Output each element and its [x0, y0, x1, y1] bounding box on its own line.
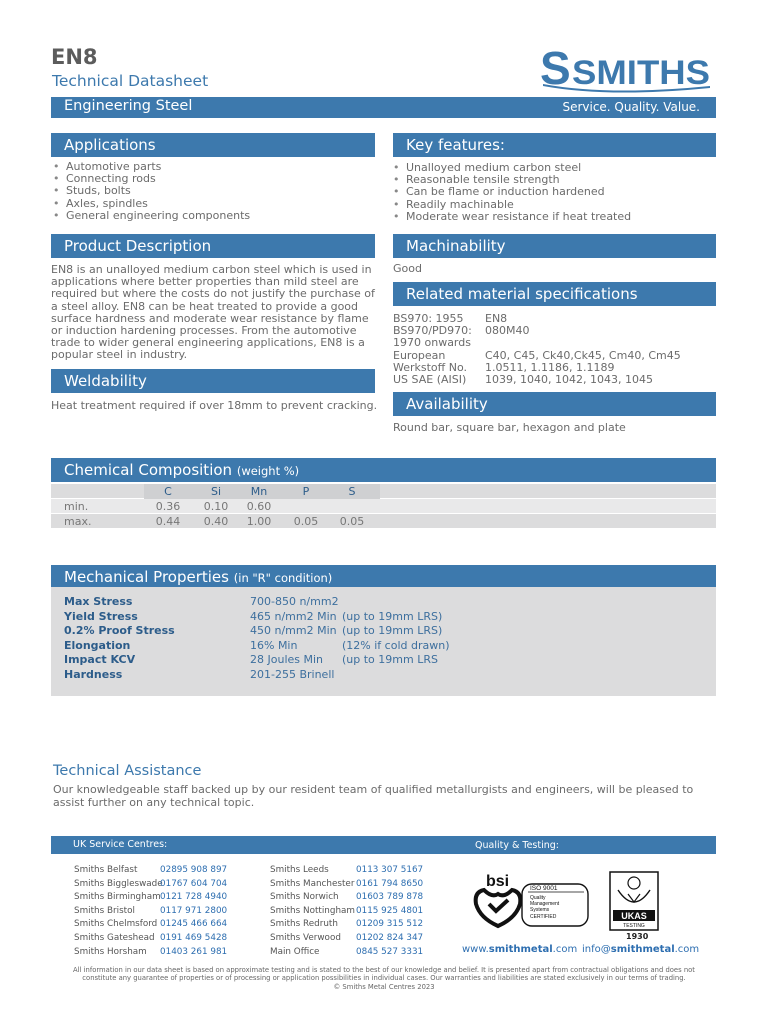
phone-link[interactable]: 01209 315 512	[356, 919, 424, 930]
key-features-header	[393, 133, 716, 157]
text-line: EN8 is an unalloyed medium carbon steel which is used in	[51, 263, 372, 276]
list-item	[270, 905, 424, 919]
key-features-list	[391, 162, 631, 223]
key-features-title: Key features:	[406, 136, 505, 154]
disclaimer-line: All information in our data sheet is based on approximate testing and is stated to the best of our knowledge and belief. It is presented apart from contractual obligations and does not	[73, 966, 695, 974]
table-cell: 0.44	[155, 515, 181, 528]
property-value: 28 Joules Min	[250, 653, 324, 667]
centre-name: Smiths Bristol	[74, 905, 135, 916]
list-item: • Studs, bolts	[51, 185, 250, 197]
spec-value: 1.0511, 1.1186, 1.1189	[485, 360, 615, 374]
mechanical-title-text: Mechanical Properties	[64, 568, 229, 586]
list-item	[270, 932, 424, 946]
table-cell: 0.60	[246, 500, 272, 513]
chemical-table	[51, 484, 716, 529]
text-line: applications where better properties than mild steel are	[51, 275, 359, 289]
spec-label: BS970: 1955	[393, 312, 464, 325]
spec-label: US SAE (AISI)	[393, 372, 467, 386]
header-bar	[51, 97, 716, 118]
ukas-text: UKAS	[621, 911, 647, 921]
phone-link[interactable]: 0121 728 4940	[160, 892, 228, 903]
machinability-title: Machinability	[406, 237, 506, 255]
phone-link[interactable]: 01202 824 347	[356, 932, 424, 943]
list-item	[74, 918, 228, 932]
phone-link[interactable]: 01403 261 981	[160, 946, 228, 957]
logo-text: SMITHS	[572, 54, 710, 92]
property-note: (up to 19mm LRS	[342, 653, 438, 667]
list-item	[270, 891, 424, 905]
centres-left-list	[74, 864, 228, 959]
applications-list	[51, 161, 250, 222]
list-item	[270, 864, 424, 878]
footer-bar	[51, 836, 716, 854]
text-line: or induction hardening processes. From the automotive	[51, 324, 357, 338]
centre-name: Smiths Norwich	[270, 892, 339, 903]
disclaimer-line: constitute any guarantee of properties or of processing or application possibilities in individual cases. Our warranties and liabilities are stated exclusively in our terms of trading.	[82, 974, 686, 983]
property-note: (up to 19mm LRS)	[342, 624, 443, 638]
property-note: (12% if cold drawn)	[342, 638, 450, 652]
property-value: 201-255 Brinell	[250, 668, 335, 681]
property-value: 450 n/mm2 Min	[250, 624, 337, 638]
property-label: Hardness	[64, 668, 123, 681]
related-specs-title: Related material specifications	[406, 285, 638, 303]
ukas-sub: TESTING	[623, 923, 645, 929]
centre-name: Smiths Chelmsford	[74, 919, 158, 930]
iso-line: CERTIFIED	[530, 914, 557, 920]
property-label: Impact KCV	[64, 653, 136, 667]
table-row	[51, 499, 716, 514]
copyright: © Smiths Metal Centres 2023	[333, 983, 435, 992]
bsi-logo	[470, 870, 592, 930]
chemical-title	[64, 458, 299, 483]
table-cell: 0.10	[203, 500, 229, 513]
phone-link[interactable]: 02895 908 897	[160, 865, 228, 875]
text-line: required but where the costs do not justify the purchase of	[51, 287, 375, 301]
spec-label: Werkstoff No.	[393, 360, 468, 374]
list-item	[74, 878, 228, 892]
column-header: P	[302, 485, 310, 498]
spec-value: 1039, 1040, 1042, 1043, 1045	[485, 372, 653, 386]
spec-label: 1970 onwards	[393, 336, 471, 350]
availability-header	[393, 392, 716, 416]
mechanical-table	[51, 587, 716, 696]
table-cell: 0.05	[293, 515, 319, 528]
property-value: 16% Min	[250, 638, 298, 652]
website-prefix: www.	[462, 944, 489, 955]
spec-label: European	[393, 348, 446, 362]
phone-link[interactable]: 0845 527 3331	[356, 946, 424, 957]
phone-link[interactable]: 0117 971 2800	[160, 905, 228, 916]
column-header: Mn	[250, 485, 268, 498]
table-row	[51, 514, 716, 529]
machinability-text: Good	[393, 262, 422, 275]
list-item: • Connecting rods	[51, 173, 250, 185]
email-domain: smithmetal	[610, 944, 675, 955]
property-label: Elongation	[64, 638, 131, 652]
weldability-header	[51, 369, 375, 393]
iso-line: Quality	[530, 895, 546, 901]
centre-name: Smiths Manchester	[270, 878, 355, 889]
website-link[interactable]	[462, 944, 577, 955]
list-item	[74, 891, 228, 905]
weldability-text: Heat treatment required if over 18mm to prevent cracking.	[51, 399, 378, 412]
list-item: • Readily machinable	[391, 199, 631, 211]
row-label: max.	[64, 515, 92, 528]
phone-link[interactable]: 01603 789 878	[356, 892, 424, 903]
chemical-header	[51, 458, 716, 482]
centre-name: Smiths Belfast	[74, 865, 138, 875]
bsi-text: bsi	[486, 873, 510, 890]
table-cell: 0.05	[339, 515, 365, 528]
product-description-header	[51, 234, 375, 258]
centre-name: Main Office	[270, 946, 320, 957]
column-header: C	[164, 485, 172, 498]
spec-value: EN8	[485, 312, 508, 325]
list-item	[270, 946, 424, 960]
centre-name: Smiths Birmingham	[74, 892, 161, 903]
spec-value: C40, C45, Ck40,Ck45, Cm40, Cm45	[485, 348, 681, 362]
ukas-logo	[608, 870, 662, 934]
centre-name: Smiths Horsham	[74, 946, 147, 957]
phone-link[interactable]: 0191 469 5428	[160, 932, 228, 943]
iso-line: Systems	[530, 907, 550, 913]
phone-link[interactable]: 0113 307 5167	[356, 865, 424, 875]
related-specs-header	[393, 282, 716, 306]
iso-line: Management	[530, 901, 560, 907]
chemical-header-row	[51, 484, 716, 499]
table-cell: 1.00	[246, 515, 272, 528]
disclaimer	[40, 966, 728, 992]
centres-title: UK Service Centres:	[73, 839, 168, 850]
list-item: • Reasonable tensile strength	[391, 174, 631, 186]
svg-text:S: S	[540, 42, 571, 94]
list-item: • Axles, spindles	[51, 198, 250, 210]
list-item	[74, 905, 228, 919]
availability-text: Round bar, square bar, hexagon and plate	[393, 421, 626, 434]
tagline: Service. Quality. Value.	[562, 100, 700, 114]
centre-name: Smiths Nottingham	[270, 905, 356, 916]
centre-name: Smiths Biggleswade	[74, 878, 163, 889]
chemical-title-note: (weight %)	[236, 464, 300, 478]
text-line: Our knowledgeable staff backed up by our resident team of qualified metallurgists and engineers, will be pleased to	[53, 783, 694, 796]
list-item	[74, 946, 228, 960]
applications-title: Applications	[64, 136, 156, 154]
centres-right-list	[270, 864, 424, 959]
text-line: a steel alloy. EN8 can be heat treated to provide a good	[51, 299, 359, 313]
list-item: • Moderate wear resistance if heat treated	[391, 211, 631, 223]
website-suffix: .com	[552, 944, 578, 955]
column-header: S	[348, 485, 356, 498]
chemical-title-text: Chemical Composition	[64, 461, 233, 479]
mechanical-title-note: (in "R" condition)	[233, 571, 333, 585]
property-value: 700-850 n/mm2	[250, 595, 339, 608]
table-cell: 0.40	[203, 515, 229, 528]
website-domain: smithmetal	[488, 944, 553, 955]
document-subtitle: Technical Datasheet	[52, 72, 209, 90]
email-link[interactable]	[582, 944, 699, 955]
text-line: trade to wider general engineering applications, EN8 is a	[51, 336, 365, 350]
list-item	[270, 918, 424, 932]
spec-row	[393, 374, 716, 386]
centre-name: Smiths Leeds	[270, 865, 329, 875]
email-suffix: .com	[674, 944, 700, 955]
phone-link[interactable]: 0161 794 8650	[356, 878, 424, 889]
text-line: popular steel in industry.	[51, 348, 188, 362]
product-description-title: Product Description	[64, 237, 212, 255]
related-specs-table	[393, 313, 716, 386]
list-item: • Automotive parts	[51, 161, 250, 173]
list-item	[74, 864, 228, 878]
availability-title: Availability	[406, 395, 488, 413]
column-header: Si	[210, 485, 222, 498]
property-label: Yield Stress	[64, 609, 138, 623]
centre-name: Smiths Gateshead	[74, 932, 155, 943]
machinability-header	[393, 234, 716, 258]
applications-header	[51, 133, 375, 157]
ukas-number: 1930	[626, 932, 649, 941]
mechanical-header	[51, 565, 716, 589]
property-label: 0.2% Proof Stress	[64, 624, 175, 638]
property-note: (up to 19mm LRS)	[342, 609, 443, 623]
row-label: min.	[64, 500, 89, 513]
property-label: Max Stress	[64, 595, 133, 608]
product-description-text	[51, 264, 375, 362]
smiths-logo	[538, 38, 718, 94]
spec-label: BS970/PD970:	[393, 324, 472, 338]
text-line: assist further on any technical topic.	[53, 796, 255, 809]
assistance-text	[53, 783, 693, 809]
property-value: 465 n/mm2 Min	[250, 609, 337, 623]
weldability-title: Weldability	[64, 372, 147, 390]
list-item: • Unalloyed medium carbon steel	[391, 162, 631, 174]
spec-value: 080M40	[485, 324, 530, 338]
phone-link[interactable]: 01245 466 664	[160, 919, 228, 930]
list-item: • General engineering components	[51, 210, 250, 222]
document-title: EN8	[51, 45, 98, 69]
assistance-title: Technical Assistance	[53, 763, 202, 779]
category-label: Engineering Steel	[64, 98, 193, 114]
quality-title: Quality & Testing:	[475, 840, 559, 851]
centre-name: Smiths Redruth	[270, 919, 338, 930]
centre-name: Smiths Verwood	[270, 932, 341, 943]
iso-label: ISO 9001	[530, 885, 558, 892]
list-item	[74, 932, 228, 946]
list-item: • Can be flame or induction hardened	[391, 186, 631, 198]
text-line: surface hardness and moderate wear resistance by flame	[51, 311, 369, 325]
phone-link[interactable]: 0115 925 4801	[356, 905, 424, 916]
email-prefix: info@	[582, 944, 611, 955]
list-item	[270, 878, 424, 892]
table-cell: 0.36	[155, 500, 181, 513]
phone-link[interactable]: 01767 604 704	[160, 878, 228, 889]
